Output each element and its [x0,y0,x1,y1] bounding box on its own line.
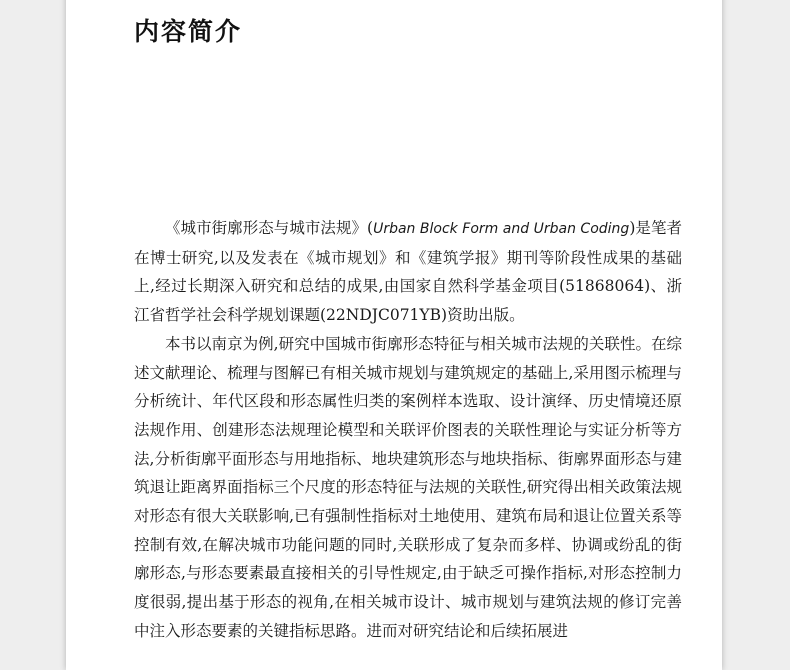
document-body [134,214,682,646]
page-title: 内容简介 [134,17,243,46]
intro-text-end: )是笔者在博士研究,以及发表在《城市规划》和《建筑学报》期刊等阶段性成果的基础上,经过长期深入研究和总结的成果,由国家自然科学基金项目(51868064)、浙江省哲学社会科学规划课题(22NDJC071YB)资助出版。 [134,219,682,325]
paragraph-summary: 本书以南京为例,研究中国城市街廓形态特征与相关城市法规的关联性。在综述文献理论、梳理与图解已有相关城市规划与建筑规定的基础上,采用图示梳理与分析统计、年代区段和形态属性归类的案例样本选取、设计演绎、历史情境还原法规作用、创建形态法规理论模型和关联评价图表的关联性理论与实证分析等方法,分析街廓平面形态与用地指标、地块建筑形态与地块指标、街廓界面形态与建筑退让距离界面指标三个尺度的形态特征与法规的关联性,研究得出相关政策法规对形态有很大关联影响,已有强制性指标对土地使用、建筑布局和退让位置关系等控制有效,在解决城市功能问题的同时,关联形成了复杂而多样、协调或纷乱的街廓形态,与形态要素最直接相关的引导性规定,由于缺乏可操作指标,对形态控制力度很弱,提出基于形态的视角,在相关城市设计、城市规划与建筑法规的修订完善中注入形态要素的关键指标思路。进而对研究结论和后续拓展进 [134,334,682,640]
intro-text-start: 《城市街廓形态与城市法规》( [165,219,374,237]
paragraph-intro [134,214,682,330]
english-book-title: Urban Block Form and Urban Coding [373,221,630,237]
